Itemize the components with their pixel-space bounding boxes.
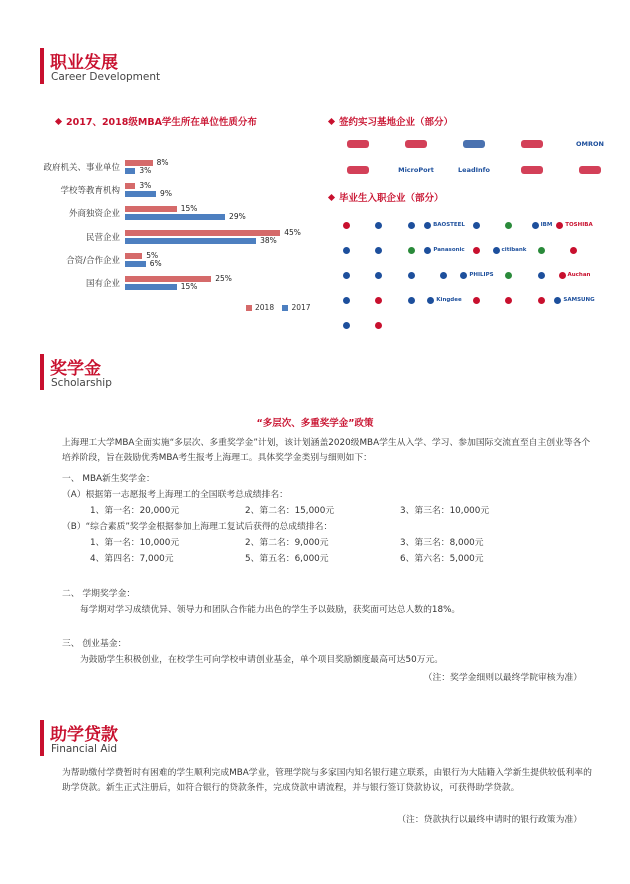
logo-e13-logo [460, 243, 494, 257]
logo-text: Panasonic [433, 247, 465, 253]
logo-4-logo [504, 137, 560, 151]
scholarship-title: 奖学金 [50, 359, 101, 379]
scholarship-a-title: （A）根据第一志愿报考上海理工的全国联考总成绩排名： [62, 490, 288, 500]
logo-mark-icon [538, 247, 545, 254]
ibm-logo [525, 218, 559, 232]
scholarship-sec1: 一、 MBA新生奖学金： [62, 474, 155, 484]
scholarship-sec2: 二、 学期奖学金： [62, 589, 136, 599]
logo-mark-icon [424, 247, 431, 254]
legend-swatch-2018 [246, 305, 252, 311]
bar-2017 [125, 238, 256, 244]
scholarship-sec3: 三、 创业基金： [62, 639, 127, 649]
logo-e23-logo [525, 268, 559, 282]
logo-mark-icon [579, 166, 601, 174]
logo-mark-icon [343, 297, 350, 304]
logo-mark-icon [343, 322, 350, 329]
logo-e17-logo [330, 268, 364, 282]
career-subtitle: Career Development [51, 71, 161, 83]
leadinfo-logo [446, 163, 502, 177]
logo-mark-icon [538, 297, 545, 304]
logo-mark-icon [408, 297, 415, 304]
b-item-2: 2、第二名：9,000元 [245, 538, 329, 548]
logo-mark-icon [473, 297, 480, 304]
aid-note: （注：贷款执行以最终申请时的银行政策为准） [397, 815, 582, 825]
logo-1-logo [330, 137, 386, 151]
bar-value-label: 15% [180, 204, 198, 214]
omron-logo [562, 137, 618, 151]
policy-title: “多层次、多重奖学金”政策 [256, 418, 374, 429]
logo-text: LeadInfo [458, 166, 490, 174]
logo-text: Auchan [567, 272, 591, 278]
logo-e22-logo [493, 268, 527, 282]
category-label: 合资/合作企业 [66, 255, 120, 266]
logo-mark-icon [375, 272, 382, 279]
bar-2017 [125, 168, 135, 174]
logo-mark-icon [375, 322, 382, 329]
panasonic-logo [428, 243, 465, 257]
logo-mark-icon [556, 222, 563, 229]
toshiba-logo [558, 218, 592, 232]
logo-mark-icon [521, 166, 543, 174]
chart-legend [240, 303, 311, 312]
logo-e2-logo [363, 218, 397, 232]
bar-2017 [125, 214, 225, 220]
logo-e18-logo [363, 268, 397, 282]
logo-mark-icon [440, 272, 447, 279]
employ-heading [329, 190, 444, 204]
logo-e9-logo [330, 243, 364, 257]
samsung-logo [558, 293, 595, 307]
china-telecom-logo [460, 218, 494, 232]
legend-label-2017: 2017 [291, 303, 311, 312]
bar-value-label: 5% [146, 250, 159, 260]
logo-mark-icon [375, 222, 382, 229]
hp-logo [330, 293, 364, 307]
coca-cola-logo [363, 293, 397, 307]
bar-2017 [125, 261, 146, 267]
legend-label-2018: 2018 [255, 303, 275, 312]
logo-e30-logo [493, 293, 527, 307]
logo-mark-icon [570, 247, 577, 254]
logo-3-logo [446, 137, 502, 151]
a-item-3: 3、第三名：10,000元 [400, 506, 490, 516]
logo-mark-icon [408, 272, 415, 279]
intern-heading [329, 114, 453, 128]
logo-mark-icon [405, 140, 427, 148]
scholarship-b-title: （B）“综合素质”奖学金根据参加上海理工复试后获得的总成绩排名： [62, 522, 333, 532]
logo-text: IBM [540, 222, 553, 228]
chart-heading-text: 2017、2018级MBA学生所在单位性质分布 [66, 117, 257, 128]
logo-mark-icon [473, 222, 480, 229]
bar-2017 [125, 284, 177, 290]
logo-text: Kingdee [436, 297, 462, 303]
a-item-2: 2、第二名：15,000元 [245, 506, 335, 516]
section-accent-bar [40, 48, 44, 84]
scholarship-note: （注：奖学金细则以最终学院审核为准） [423, 673, 582, 683]
china-mobile-logo [493, 218, 527, 232]
diamond-icon [328, 194, 335, 201]
logo-mark-icon [408, 247, 415, 254]
logo-text: MicroPort [398, 166, 434, 174]
logo-mark-icon [347, 166, 369, 174]
logo-mark-icon [538, 272, 545, 279]
employ-heading-text: 毕业生入职企业（部分） [339, 193, 444, 204]
logo-10-logo [562, 163, 618, 177]
volkswagen-logo [395, 293, 429, 307]
logo-mark-icon [424, 222, 431, 229]
diamond-icon [55, 118, 62, 125]
logo-mark-icon [473, 247, 480, 254]
logo-e15-logo [525, 243, 559, 257]
logo-e34-logo [363, 318, 397, 332]
logo-2-logo [388, 137, 444, 151]
bar-2018 [125, 206, 177, 212]
bar-value-label: 25% [215, 274, 232, 283]
category-label: 学校等教育机构 [60, 186, 120, 197]
bar-value-label: 38% [260, 235, 277, 245]
bar-value-label: 45% [284, 227, 301, 237]
category-label: 国有企业 [85, 279, 120, 289]
bar-2018 [125, 230, 280, 236]
logo-text: BAOSTEEL [433, 222, 465, 228]
aid-subtitle: Financial Aid [51, 743, 118, 755]
career-title: 职业发展 [50, 53, 118, 73]
bar-value-label: 9% [160, 189, 172, 199]
logo-mark-icon [375, 247, 382, 254]
section-accent-bar [40, 720, 44, 756]
logo-mark-icon [493, 247, 500, 254]
logo-mark-icon [554, 297, 561, 304]
aid-title: 助学贷款 [50, 725, 118, 745]
logo-mark-icon [343, 272, 350, 279]
scholarship-subtitle: Scholarship [51, 377, 112, 389]
logo-mark-icon [375, 297, 382, 304]
bar-value-label: 6% [149, 258, 162, 268]
section-accent-bar [40, 354, 44, 390]
b-item-4: 4、第四名：7,000元 [90, 554, 174, 564]
logo-text: citibank [501, 247, 527, 253]
aid-text: 为帮助缴付学费暂时有困难的学生顺利完成MBA学业，管理学院与多家国内知名银行建立联系，由银行为大陆籍入学新生提供较低利率的助学贷款。新生正式注册后，如符合银行的贷款条件，完成贷款申请流程，并与银行签订贷款协议，可获得助学贷款。 [62, 768, 592, 793]
category-label: 政府机关、事业单位 [43, 163, 120, 173]
logo-text: TOSHIBA [565, 222, 593, 228]
logo-9-logo [504, 163, 560, 177]
bar-2017 [125, 191, 156, 197]
logo-e29-logo [460, 293, 494, 307]
logo-mark-icon [521, 140, 543, 148]
logo-e16-logo [558, 243, 592, 257]
diamond-icon [328, 118, 335, 125]
logo-mark-icon [408, 222, 415, 229]
logo-mark-icon [460, 272, 467, 279]
bar-value-label: 3% [139, 166, 152, 175]
citibank-logo [493, 243, 527, 257]
intern-heading-text: 签约实习基地企业（部分） [339, 117, 454, 128]
logo-mark-icon [343, 222, 350, 229]
logo-mark-icon [463, 140, 485, 148]
legend-swatch-2017 [282, 305, 288, 311]
logo-mark-icon [505, 272, 512, 279]
bar-2018 [125, 183, 135, 189]
bar-2018 [125, 276, 211, 282]
logo-text: SAMSUNG [563, 297, 595, 303]
logo-mark-icon [559, 272, 566, 279]
bar-value-label: 8% [156, 158, 169, 167]
bar-value-label: 3% [139, 181, 152, 191]
b-item-1: 1、第一名：10,000元 [90, 538, 180, 548]
scholarship-intro: 上海理工大学MBA全面实施“多层次、多重奖学金”计划，该计划涵盖2020级MBA学生从入学、学习、参加国际交流直至自主创业等各个培养阶段，旨在鼓励优秀MBA考生报考上海理工。具体奖学金类别与细则如下： [62, 438, 591, 463]
logo-mark-icon [505, 222, 512, 229]
logo-mark-icon [347, 140, 369, 148]
b-item-6: 6、第六名：5,000元 [400, 554, 484, 564]
bar-2018 [125, 253, 142, 259]
logo-mark-icon [343, 247, 350, 254]
scholarship-sec3-text: 为鼓励学生积极创业，在校学生可向学校申请创业基金，单个项目奖励额度最高可达50万元。 [80, 655, 444, 665]
bar-value-label: 29% [229, 212, 246, 222]
b-item-5: 5、第五名：6,000元 [245, 554, 329, 564]
auchan-logo [558, 268, 592, 282]
category-label: 民营企业 [85, 232, 120, 243]
logo-text: OMRON [576, 140, 604, 148]
a-item-1: 1、第一名：20,000元 [90, 506, 180, 516]
kingdee-logo [428, 293, 462, 307]
philips-logo [460, 268, 494, 282]
bar-value-label: 15% [180, 282, 198, 291]
category-label: 外商独资企业 [68, 209, 120, 220]
logo-mark-icon [427, 297, 434, 304]
scholarship-sec2-text: 每学期对学习成绩优异、领导力和团队合作能力出色的学生予以鼓励，获奖面可达总人数的18%。 [80, 605, 461, 615]
petrochina-logo [330, 218, 364, 232]
logo-mark-icon [532, 222, 539, 229]
logo-e10-logo [363, 243, 397, 257]
logo-6-logo [330, 163, 386, 177]
chart-heading [56, 114, 257, 128]
logo-e20-logo [428, 268, 462, 282]
logo-text: PHILIPS [469, 272, 494, 278]
logo-mark-icon [505, 297, 512, 304]
b-item-3: 3、第三名：8,000元 [400, 538, 484, 548]
logo-e19-logo [395, 268, 429, 282]
carrefour-logo [330, 318, 364, 332]
microport-logo [388, 163, 444, 177]
baosteel-logo [428, 218, 465, 232]
